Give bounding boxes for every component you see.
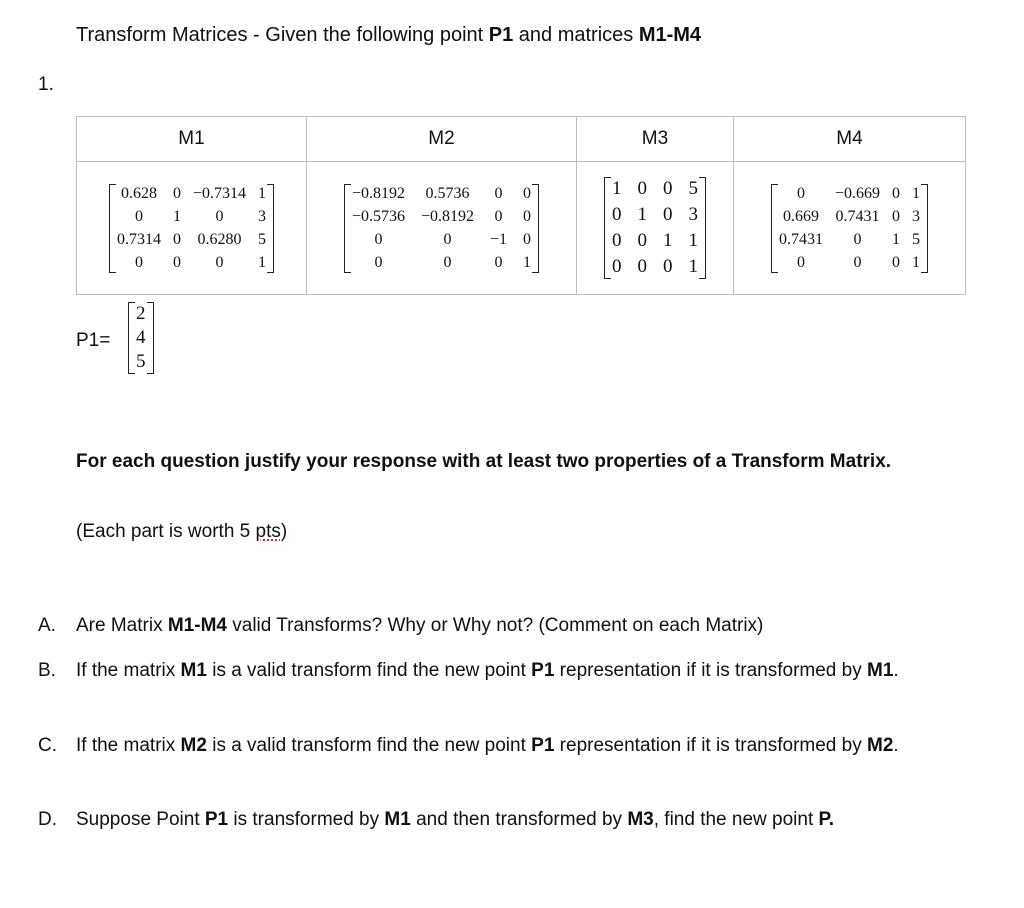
page-title: Transform Matrices - Given the following point P1 and matrices M1-M4 [76,24,702,46]
matrix-cell-m2 [307,162,577,295]
matrix-cell-m3 [577,162,734,295]
instructions: For each question justify your response with at least two properties of a Transform Matrix. [76,451,892,472]
matrix-label-m4: M4 [734,117,966,162]
matrix-table [76,116,966,295]
matrix-label-m1: M1 [77,117,307,162]
question-b: B. If the matrix M1 is a valid transform find the new point P1 representation if it is transformed by M1. [38,660,899,681]
point-label: P1= [76,330,111,351]
points-note: (Each part is worth 5 pts) [76,521,288,542]
matrix-label-m3: M3 [577,117,734,162]
point-vector: 2 4 5 [128,302,154,374]
matrix-header-row [77,117,966,162]
matrix-m4: 0 −0.669 0 1 0.669 0.7431 0 3 0.7431 0 1 5 0 0 0 1 [771,184,928,273]
matrix-m2: −0.8192 0.5736 0 0 −0.5736 −0.8192 0 0 0 0 −1 0 0 0 0 1 [344,184,539,273]
question-c: C. If the matrix M2 is a valid transform find the new point P1 representation if it is transformed by M2. [38,735,899,756]
matrix-cell-m4 [734,162,966,295]
question-a: A. Are Matrix M1-M4 valid Transforms? Why or Why not? (Comment on each Matrix) [38,615,764,636]
question-number: 1. [38,74,54,95]
matrix-m1: 0.628 0 −0.7314 1 0 1 0 3 0.7314 0 0.6280 5 0 0 0 1 [109,184,274,273]
question-d: D. Suppose Point P1 is transformed by M1 and then transformed by M3, find the new point P. [38,809,835,830]
matrix-cell-m1 [77,162,307,295]
matrix-m3: 1 0 0 5 0 1 0 3 0 0 1 1 0 0 0 1 [604,177,706,279]
matrix-label-m2: M2 [307,117,577,162]
matrix-body-row [77,162,966,295]
